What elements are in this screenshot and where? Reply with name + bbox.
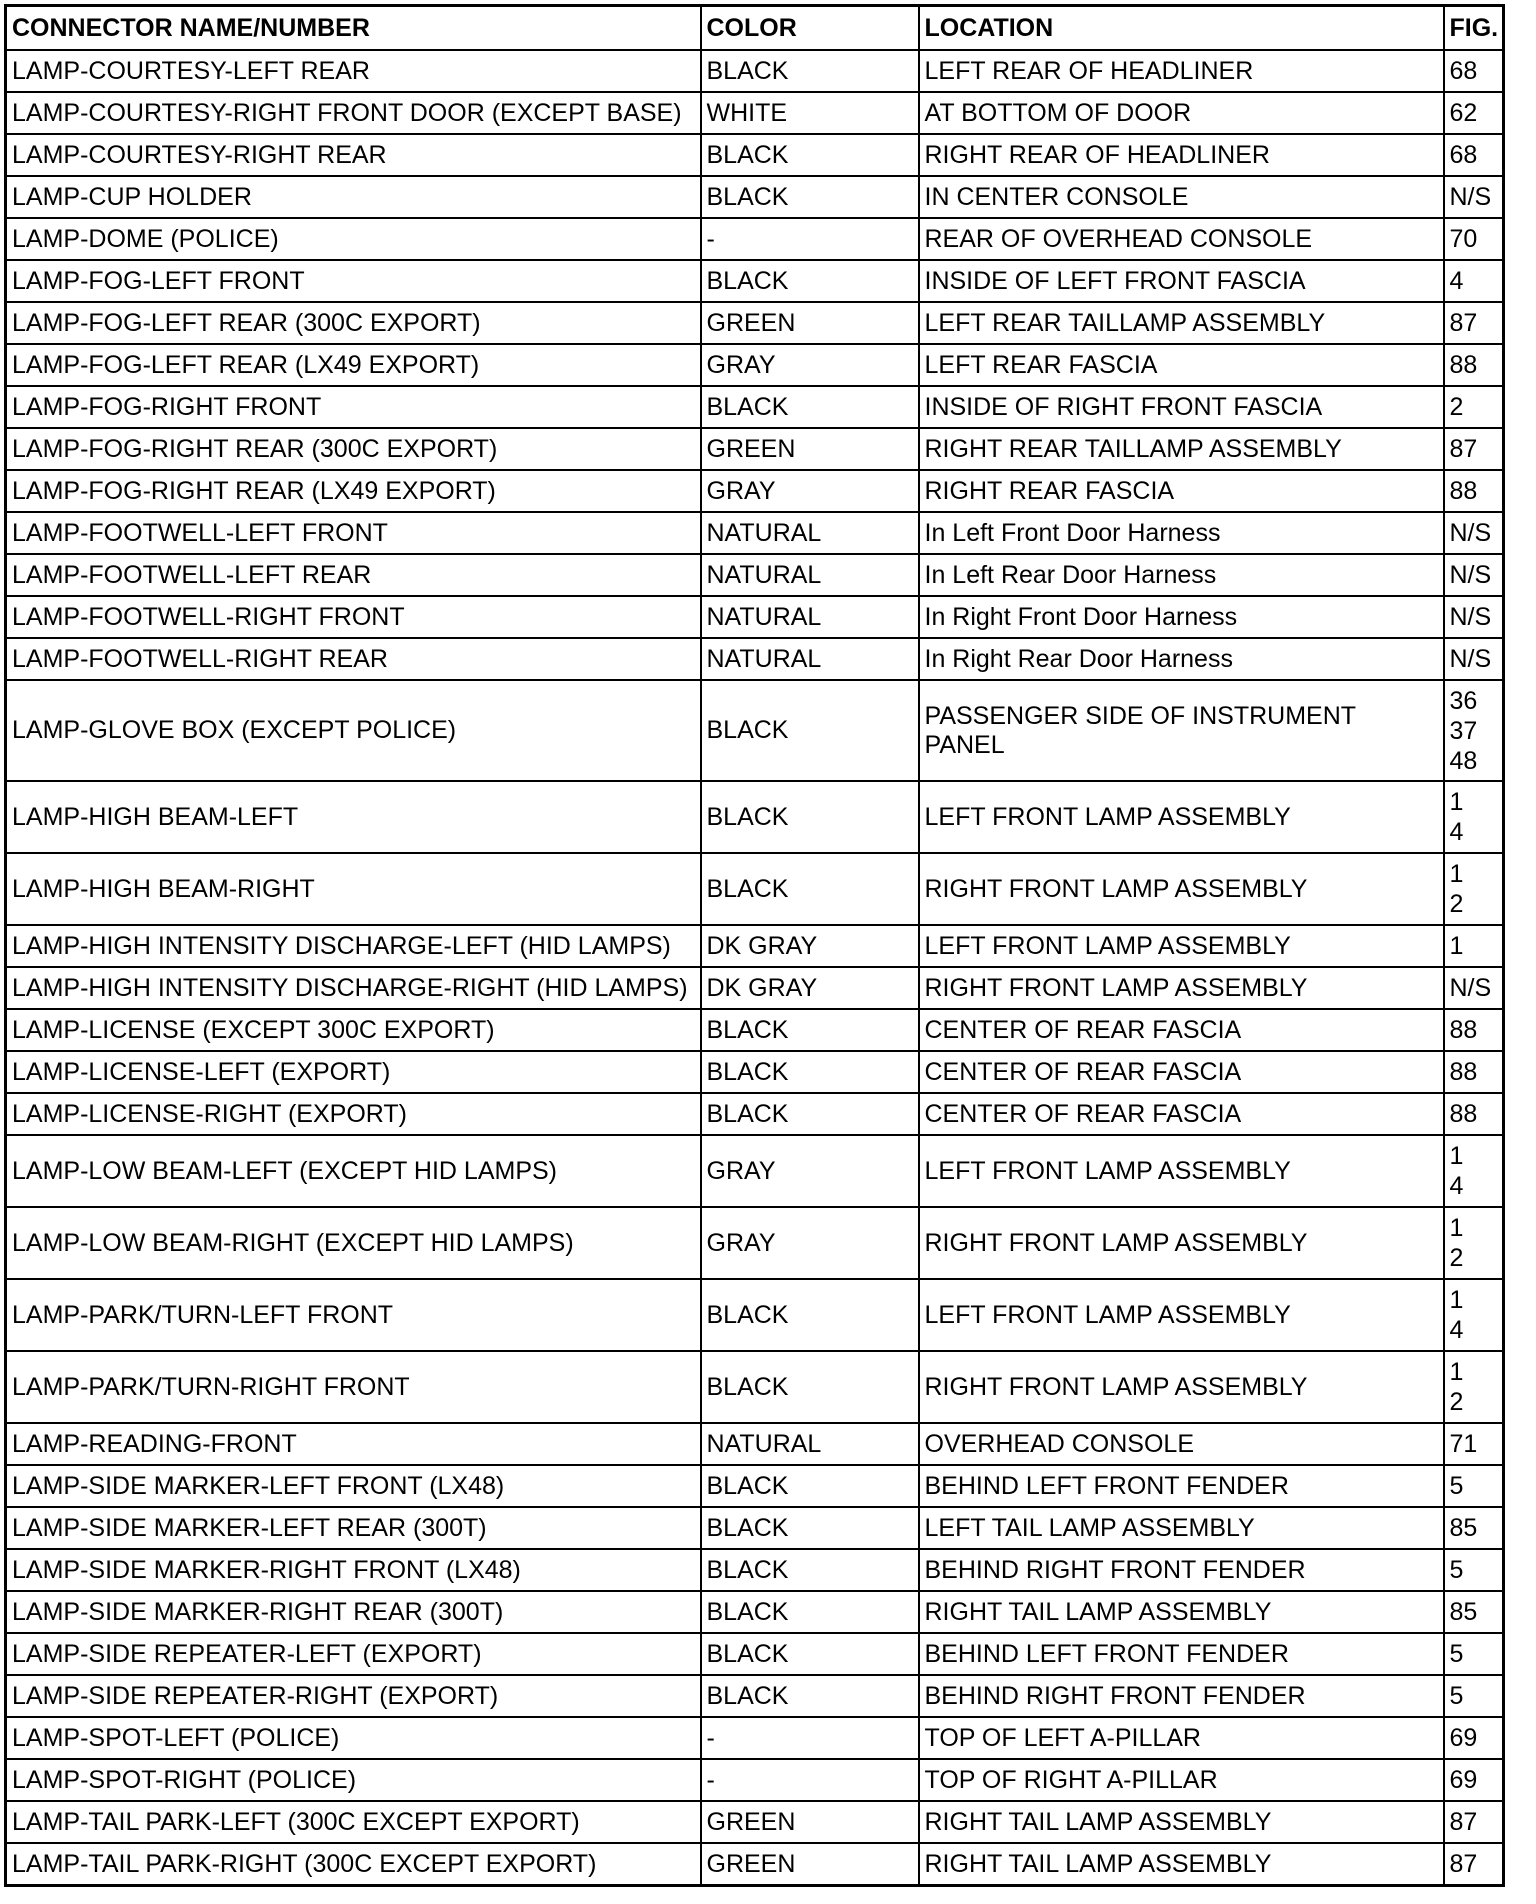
fig-cell xyxy=(1444,680,1504,781)
color-cell: NATURAL xyxy=(701,1423,919,1465)
table-row xyxy=(6,1507,1504,1549)
fig-number: 88 xyxy=(1449,1016,1478,1044)
color-cell: BLACK xyxy=(701,1351,919,1423)
table-row xyxy=(6,967,1504,1009)
location-cell: LEFT FRONT LAMP ASSEMBLY xyxy=(919,925,1444,967)
fig-cell xyxy=(1444,1549,1504,1591)
connector-name-cell: LAMP-COURTESY-RIGHT REAR xyxy=(6,134,701,176)
fig-number: N/S xyxy=(1449,603,1492,631)
fig-number: 37 xyxy=(1449,716,1478,745)
fig-number: 5 xyxy=(1449,1556,1464,1584)
connector-name-cell: LAMP-READING-FRONT xyxy=(6,1423,701,1465)
color-cell: BLACK xyxy=(701,1093,919,1135)
header-fig: FIG. xyxy=(1444,6,1504,51)
table-body xyxy=(6,50,1504,1886)
location-cell: LEFT REAR OF HEADLINER xyxy=(919,50,1444,92)
color-cell: BLACK xyxy=(701,176,919,218)
color-cell: BLACK xyxy=(701,1507,919,1549)
color-cell: BLACK xyxy=(701,260,919,302)
table-row xyxy=(6,1843,1504,1886)
fig-number: 5 xyxy=(1449,1682,1464,1710)
color-cell: BLACK xyxy=(701,1549,919,1591)
location-cell: REAR OF OVERHEAD CONSOLE xyxy=(919,218,1444,260)
fig-number: 85 xyxy=(1449,1598,1478,1626)
fig-number: 1 xyxy=(1449,1142,1464,1170)
color-cell: BLACK xyxy=(701,1051,919,1093)
table-row xyxy=(6,1051,1504,1093)
connector-name-cell: LAMP-FOG-RIGHT REAR (LX49 EXPORT) xyxy=(6,470,701,512)
location-cell: BEHIND RIGHT FRONT FENDER xyxy=(919,1549,1444,1591)
fig-number: N/S xyxy=(1449,561,1492,589)
table-row xyxy=(6,302,1504,344)
location-cell: INSIDE OF LEFT FRONT FASCIA xyxy=(919,260,1444,302)
table-row xyxy=(6,1093,1504,1135)
location-cell: In Left Rear Door Harness xyxy=(919,554,1444,596)
location-cell: OVERHEAD CONSOLE xyxy=(919,1423,1444,1465)
location-cell: CENTER OF REAR FASCIA xyxy=(919,1051,1444,1093)
location-cell: LEFT REAR TAILLAMP ASSEMBLY xyxy=(919,302,1444,344)
table-row xyxy=(6,1801,1504,1843)
connector-name-cell: LAMP-FOG-LEFT FRONT xyxy=(6,260,701,302)
location-cell: RIGHT FRONT LAMP ASSEMBLY xyxy=(919,1351,1444,1423)
fig-cell xyxy=(1444,428,1504,470)
table-row xyxy=(6,781,1504,853)
location-cell: RIGHT FRONT LAMP ASSEMBLY xyxy=(919,853,1444,925)
table-row xyxy=(6,638,1504,680)
table-row xyxy=(6,1675,1504,1717)
table-row xyxy=(6,470,1504,512)
header-color: COLOR xyxy=(701,6,919,51)
fig-number: 88 xyxy=(1449,1058,1478,1086)
fig-cell xyxy=(1444,1507,1504,1549)
color-cell: BLACK xyxy=(701,680,919,781)
table-row xyxy=(6,925,1504,967)
location-cell: BEHIND LEFT FRONT FENDER xyxy=(919,1465,1444,1507)
location-cell: RIGHT TAIL LAMP ASSEMBLY xyxy=(919,1843,1444,1886)
color-cell: - xyxy=(701,1759,919,1801)
connector-name-cell: LAMP-SPOT-LEFT (POLICE) xyxy=(6,1717,701,1759)
location-cell: TOP OF LEFT A-PILLAR xyxy=(919,1717,1444,1759)
connector-name-cell: LAMP-FOOTWELL-RIGHT REAR xyxy=(6,638,701,680)
fig-number: 62 xyxy=(1449,99,1478,127)
fig-number: 48 xyxy=(1449,746,1478,775)
location-cell: PASSENGER SIDE OF INSTRUMENT PANEL xyxy=(919,680,1444,781)
fig-number: 5 xyxy=(1449,1640,1464,1668)
fig-cell xyxy=(1444,1207,1504,1279)
color-cell: NATURAL xyxy=(701,596,919,638)
fig-number: 1 xyxy=(1449,1286,1464,1314)
color-cell: GRAY xyxy=(701,344,919,386)
connector-name-cell: LAMP-TAIL PARK-LEFT (300C EXCEPT EXPORT) xyxy=(6,1801,701,1843)
table-row xyxy=(6,1549,1504,1591)
location-cell: RIGHT FRONT LAMP ASSEMBLY xyxy=(919,967,1444,1009)
color-cell: BLACK xyxy=(701,1009,919,1051)
color-cell: BLACK xyxy=(701,1633,919,1675)
location-cell: TOP OF RIGHT A-PILLAR xyxy=(919,1759,1444,1801)
connector-name-cell: LAMP-FOG-RIGHT FRONT xyxy=(6,386,701,428)
location-cell: INSIDE OF RIGHT FRONT FASCIA xyxy=(919,386,1444,428)
fig-cell xyxy=(1444,1759,1504,1801)
fig-number: 68 xyxy=(1449,57,1478,85)
table-row xyxy=(6,1135,1504,1207)
fig-number: 1 xyxy=(1449,1214,1464,1242)
color-cell: NATURAL xyxy=(701,512,919,554)
connector-name-cell: LAMP-PARK/TURN-RIGHT FRONT xyxy=(6,1351,701,1423)
location-cell: RIGHT REAR TAILLAMP ASSEMBLY xyxy=(919,428,1444,470)
fig-cell xyxy=(1444,1717,1504,1759)
color-cell: BLACK xyxy=(701,50,919,92)
fig-cell xyxy=(1444,1591,1504,1633)
connector-name-cell: LAMP-HIGH INTENSITY DISCHARGE-LEFT (HID LAMPS) xyxy=(6,925,701,967)
color-cell: NATURAL xyxy=(701,638,919,680)
connector-name-cell: LAMP-LOW BEAM-LEFT (EXCEPT HID LAMPS) xyxy=(6,1135,701,1207)
table-row xyxy=(6,512,1504,554)
fig-number: 4 xyxy=(1449,818,1464,846)
fig-number: 69 xyxy=(1449,1724,1478,1752)
connector-name-cell: LAMP-LICENSE-LEFT (EXPORT) xyxy=(6,1051,701,1093)
fig-number: 88 xyxy=(1449,351,1478,379)
fig-cell xyxy=(1444,1093,1504,1135)
location-cell: LEFT FRONT LAMP ASSEMBLY xyxy=(919,1135,1444,1207)
connector-table-page xyxy=(4,4,1502,1887)
color-cell: - xyxy=(701,1717,919,1759)
fig-cell xyxy=(1444,470,1504,512)
fig-cell xyxy=(1444,302,1504,344)
table-row xyxy=(6,428,1504,470)
fig-cell xyxy=(1444,853,1504,925)
table-row xyxy=(6,218,1504,260)
fig-cell xyxy=(1444,1279,1504,1351)
color-cell: BLACK xyxy=(701,1675,919,1717)
fig-cell xyxy=(1444,1351,1504,1423)
table-row xyxy=(6,344,1504,386)
fig-number: 1 xyxy=(1449,1358,1464,1386)
fig-cell xyxy=(1444,260,1504,302)
fig-number: 88 xyxy=(1449,477,1478,505)
table-row xyxy=(6,596,1504,638)
color-cell: DK GRAY xyxy=(701,967,919,1009)
location-cell: AT BOTTOM OF DOOR xyxy=(919,92,1444,134)
color-cell: DK GRAY xyxy=(701,925,919,967)
connector-name-cell: LAMP-FOG-LEFT REAR (LX49 EXPORT) xyxy=(6,344,701,386)
table-row xyxy=(6,1633,1504,1675)
table-row xyxy=(6,176,1504,218)
color-cell: GRAY xyxy=(701,1207,919,1279)
table-header-row xyxy=(6,6,1504,51)
table-row xyxy=(6,134,1504,176)
fig-cell xyxy=(1444,1423,1504,1465)
location-cell: CENTER OF REAR FASCIA xyxy=(919,1009,1444,1051)
fig-cell xyxy=(1444,1801,1504,1843)
connector-name-cell: LAMP-SIDE MARKER-RIGHT REAR (300T) xyxy=(6,1591,701,1633)
connector-name-cell: LAMP-FOOTWELL-LEFT FRONT xyxy=(6,512,701,554)
table-row xyxy=(6,50,1504,92)
fig-number: 87 xyxy=(1449,1850,1478,1878)
fig-number: 5 xyxy=(1449,1472,1464,1500)
location-cell: CENTER OF REAR FASCIA xyxy=(919,1093,1444,1135)
fig-number: 69 xyxy=(1449,1766,1478,1794)
fig-cell xyxy=(1444,50,1504,92)
fig-number: 1 xyxy=(1449,788,1464,816)
table-row xyxy=(6,92,1504,134)
fig-number: 2 xyxy=(1449,1388,1464,1416)
table-row xyxy=(6,260,1504,302)
connector-name-cell: LAMP-LICENSE-RIGHT (EXPORT) xyxy=(6,1093,701,1135)
fig-cell xyxy=(1444,176,1504,218)
table-row xyxy=(6,1759,1504,1801)
fig-number: 87 xyxy=(1449,1808,1478,1836)
connector-name-cell: LAMP-LOW BEAM-RIGHT (EXCEPT HID LAMPS) xyxy=(6,1207,701,1279)
connector-name-cell: LAMP-SIDE MARKER-LEFT FRONT (LX48) xyxy=(6,1465,701,1507)
fig-number: 71 xyxy=(1449,1430,1478,1458)
fig-cell xyxy=(1444,134,1504,176)
fig-cell xyxy=(1444,1633,1504,1675)
fig-cell xyxy=(1444,218,1504,260)
fig-cell xyxy=(1444,1135,1504,1207)
fig-cell xyxy=(1444,1051,1504,1093)
location-cell: LEFT REAR FASCIA xyxy=(919,344,1444,386)
connector-name-cell: LAMP-SIDE REPEATER-LEFT (EXPORT) xyxy=(6,1633,701,1675)
color-cell: BLACK xyxy=(701,1591,919,1633)
connector-name-cell: LAMP-LICENSE (EXCEPT 300C EXPORT) xyxy=(6,1009,701,1051)
connector-table xyxy=(4,4,1505,1887)
fig-cell xyxy=(1444,925,1504,967)
fig-cell xyxy=(1444,1465,1504,1507)
color-cell: GREEN xyxy=(701,1801,919,1843)
fig-cell xyxy=(1444,344,1504,386)
table-row xyxy=(6,1423,1504,1465)
table-row xyxy=(6,853,1504,925)
connector-name-cell: LAMP-HIGH INTENSITY DISCHARGE-RIGHT (HID LAMPS) xyxy=(6,967,701,1009)
table-row xyxy=(6,554,1504,596)
fig-cell xyxy=(1444,1675,1504,1717)
location-cell: BEHIND RIGHT FRONT FENDER xyxy=(919,1675,1444,1717)
location-cell: IN CENTER CONSOLE xyxy=(919,176,1444,218)
location-cell: LEFT TAIL LAMP ASSEMBLY xyxy=(919,1507,1444,1549)
fig-number: 87 xyxy=(1449,309,1478,337)
fig-number: 70 xyxy=(1449,225,1478,253)
color-cell: GREEN xyxy=(701,428,919,470)
fig-number: 2 xyxy=(1449,393,1464,421)
fig-number: N/S xyxy=(1449,183,1492,211)
fig-number: N/S xyxy=(1449,519,1492,547)
connector-name-cell: LAMP-FOG-RIGHT REAR (300C EXPORT) xyxy=(6,428,701,470)
connector-name-cell: LAMP-HIGH BEAM-LEFT xyxy=(6,781,701,853)
table-row xyxy=(6,1207,1504,1279)
location-cell: In Left Front Door Harness xyxy=(919,512,1444,554)
color-cell: GRAY xyxy=(701,1135,919,1207)
location-cell: In Right Front Door Harness xyxy=(919,596,1444,638)
location-cell: RIGHT TAIL LAMP ASSEMBLY xyxy=(919,1591,1444,1633)
fig-number: 88 xyxy=(1449,1100,1478,1128)
fig-number: 4 xyxy=(1449,1316,1464,1344)
table-row xyxy=(6,1279,1504,1351)
location-cell: RIGHT FRONT LAMP ASSEMBLY xyxy=(919,1207,1444,1279)
fig-cell xyxy=(1444,1009,1504,1051)
fig-number: 85 xyxy=(1449,1514,1478,1542)
fig-cell xyxy=(1444,1843,1504,1886)
connector-name-cell: LAMP-FOOTWELL-RIGHT FRONT xyxy=(6,596,701,638)
header-location: LOCATION xyxy=(919,6,1444,51)
connector-name-cell: LAMP-SIDE REPEATER-RIGHT (EXPORT) xyxy=(6,1675,701,1717)
location-cell: RIGHT REAR FASCIA xyxy=(919,470,1444,512)
connector-name-cell: LAMP-COURTESY-LEFT REAR xyxy=(6,50,701,92)
color-cell: NATURAL xyxy=(701,554,919,596)
fig-number: 1 xyxy=(1449,860,1464,888)
location-cell: RIGHT REAR OF HEADLINER xyxy=(919,134,1444,176)
color-cell: BLACK xyxy=(701,1279,919,1351)
table-row xyxy=(6,1351,1504,1423)
fig-number: 2 xyxy=(1449,1244,1464,1272)
header-connector-name: CONNECTOR NAME/NUMBER xyxy=(6,6,701,51)
fig-number: 4 xyxy=(1449,267,1464,295)
color-cell: GRAY xyxy=(701,470,919,512)
fig-number: 36 xyxy=(1449,686,1478,715)
fig-cell xyxy=(1444,386,1504,428)
fig-number: N/S xyxy=(1449,974,1492,1002)
connector-name-cell: LAMP-TAIL PARK-RIGHT (300C EXCEPT EXPORT) xyxy=(6,1843,701,1886)
table-row xyxy=(6,1009,1504,1051)
color-cell: BLACK xyxy=(701,781,919,853)
table-row xyxy=(6,1591,1504,1633)
connector-name-cell: LAMP-GLOVE BOX (EXCEPT POLICE) xyxy=(6,680,701,781)
fig-number: N/S xyxy=(1449,645,1492,673)
connector-name-cell: LAMP-HIGH BEAM-RIGHT xyxy=(6,853,701,925)
table-row xyxy=(6,1717,1504,1759)
connector-name-cell: LAMP-SPOT-RIGHT (POLICE) xyxy=(6,1759,701,1801)
connector-name-cell: LAMP-COURTESY-RIGHT FRONT DOOR (EXCEPT BASE) xyxy=(6,92,701,134)
fig-cell xyxy=(1444,781,1504,853)
location-cell: RIGHT TAIL LAMP ASSEMBLY xyxy=(919,1801,1444,1843)
fig-number: 1 xyxy=(1449,932,1464,960)
connector-name-cell: LAMP-SIDE MARKER-RIGHT FRONT (LX48) xyxy=(6,1549,701,1591)
fig-number: 68 xyxy=(1449,141,1478,169)
color-cell: - xyxy=(701,218,919,260)
color-cell: BLACK xyxy=(701,853,919,925)
fig-cell xyxy=(1444,638,1504,680)
color-cell: GREEN xyxy=(701,1843,919,1886)
fig-cell xyxy=(1444,596,1504,638)
fig-cell xyxy=(1444,92,1504,134)
table-row xyxy=(6,386,1504,428)
fig-number: 2 xyxy=(1449,890,1464,918)
color-cell: BLACK xyxy=(701,386,919,428)
fig-cell xyxy=(1444,967,1504,1009)
table-row xyxy=(6,680,1504,781)
connector-name-cell: LAMP-DOME (POLICE) xyxy=(6,218,701,260)
connector-name-cell: LAMP-FOOTWELL-LEFT REAR xyxy=(6,554,701,596)
color-cell: BLACK xyxy=(701,1465,919,1507)
color-cell: BLACK xyxy=(701,134,919,176)
location-cell: LEFT FRONT LAMP ASSEMBLY xyxy=(919,1279,1444,1351)
connector-name-cell: LAMP-CUP HOLDER xyxy=(6,176,701,218)
color-cell: WHITE xyxy=(701,92,919,134)
fig-number: 87 xyxy=(1449,435,1478,463)
connector-name-cell: LAMP-PARK/TURN-LEFT FRONT xyxy=(6,1279,701,1351)
location-cell: BEHIND LEFT FRONT FENDER xyxy=(919,1633,1444,1675)
fig-cell xyxy=(1444,554,1504,596)
location-cell: LEFT FRONT LAMP ASSEMBLY xyxy=(919,781,1444,853)
location-cell: In Right Rear Door Harness xyxy=(919,638,1444,680)
connector-name-cell: LAMP-SIDE MARKER-LEFT REAR (300T) xyxy=(6,1507,701,1549)
table-row xyxy=(6,1465,1504,1507)
connector-name-cell: LAMP-FOG-LEFT REAR (300C EXPORT) xyxy=(6,302,701,344)
color-cell: GREEN xyxy=(701,302,919,344)
fig-cell xyxy=(1444,512,1504,554)
fig-number: 4 xyxy=(1449,1172,1464,1200)
